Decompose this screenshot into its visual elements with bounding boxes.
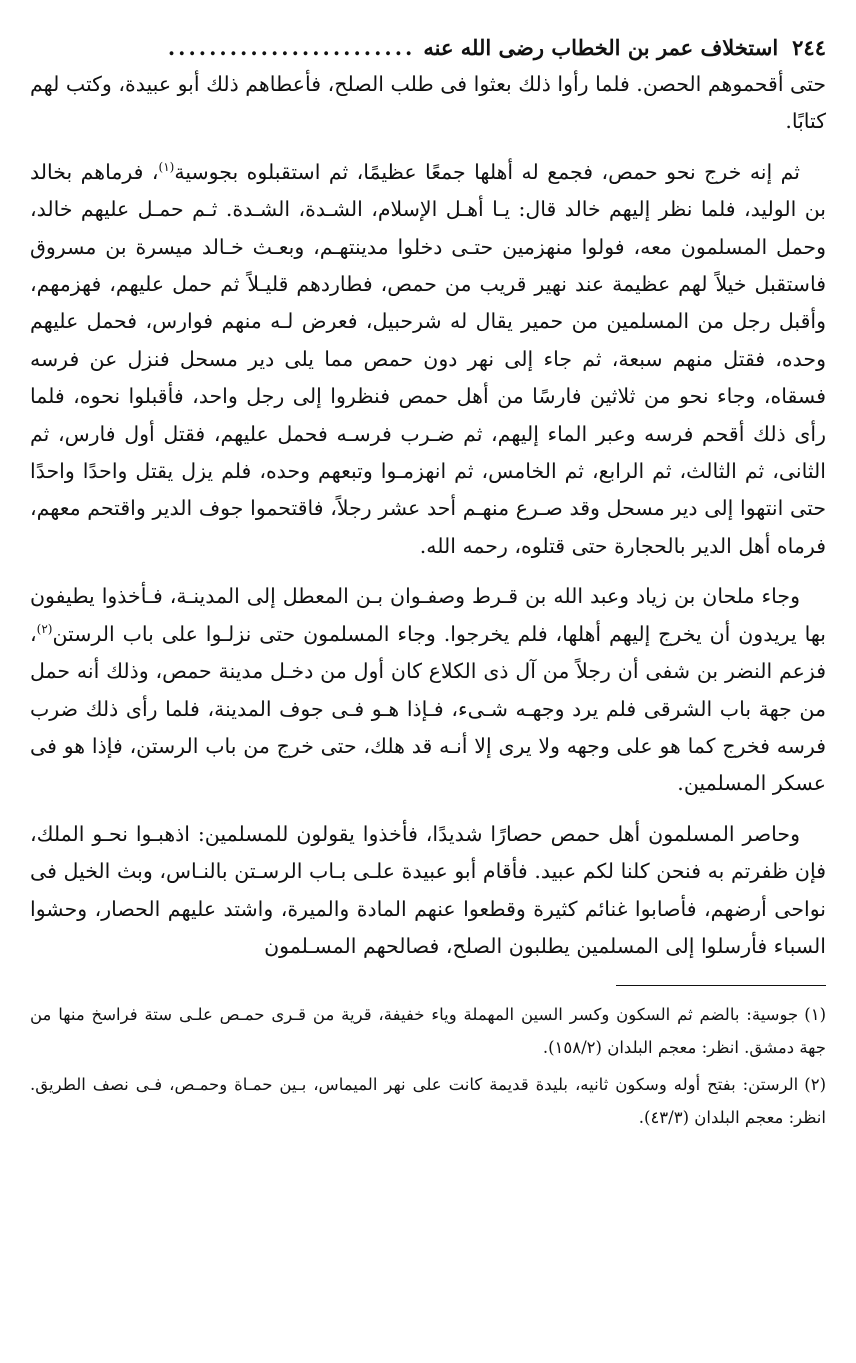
footnote-number: (٢) — [804, 1075, 826, 1095]
footnote-text: جوسية: بالضم ثم السكون وكسر السين المهملة وياء خفيفة، قرية من قـرى حمـص علـى ستة فراسخ منها من جهة دمشق. انظر: معجم البلدان (١٥٨/٢). — [30, 1005, 826, 1058]
header-leader-dots: ........................ — [167, 35, 416, 60]
paragraph-text: ، فرماهم بخالد بن الوليد، فلما نظر إليهم خالد قال: يـا أهـل الإسلام، الشـدة، الشـدة. ثـم حمـل عليهم خالد، وحمل المسلمون معه، فولوا منهزمين حتـى دخلوا مدينتهـم، وبعـث خـالد ميسرة بن مسروق فاستقبل خيلاً لهم عظيمة عند نهير قريب من حمص، فطاردهم قليـلاً ثم حمل عليهم، فهزمهم، وأقبل رجل من المسلمين من حمير يقال له شرحبيل، فعرض لـه منهم فوارس، فحمل عليهم وحده، فقتل منهم سبعة، ثم جاء إلى نهر دون حمص مما يلى دير مسحل فنزل عن فرسه فسقاه، وجاء نحو من ثلاثين فارسًا من أهل حمص فنظروا إلى رجل واحد، فأقبلوا نحوه، فلما رأى ذلك أقحم فرسه وعبر الماء إليهم، ثم ضـرب فرسـه فحمل عليهم، فقتل أول فارس، ثم الثانى، ثم الثالث، ثم الرابع، ثم الخامس، ثم انهزمـوا وتبعهم وحده، فلم يزل يقتل واحدًا واحدًا حتى انتهوا إلى دير مسحل وقد صـرع منهـم أحد عشر رجلاً، فاقتحموا جوف الدير واقتحم معهم، فرماه أهل الدير بالحجارة حتى قتلوه، رحمه الله. — [30, 159, 826, 558]
footnote-reference-1[interactable]: (١) — [158, 159, 175, 174]
footnote-1 — [30, 998, 826, 1064]
paragraph-4 — [30, 816, 826, 966]
footnote-separator — [30, 985, 826, 986]
footnotes — [30, 998, 826, 1134]
body-text — [30, 66, 826, 965]
paragraph-1 — [30, 66, 826, 141]
book-page — [30, 30, 826, 1335]
paragraph-3 — [30, 578, 826, 802]
page-number: ٢٤٤ — [792, 35, 826, 60]
footnote-number: (١) — [804, 1005, 826, 1025]
paragraph-text: ثم إنه خرج نحو حمص، فجمع له أهلها جمعًا عظيمًا، ثم استقبلوه بجوسية — [174, 159, 800, 184]
paragraph-text: ، فزعم النضر بن شفى أن رجلاً من آل ذى الكلاع كان أول من دخـل مدينة حمص، وذلك أنه حمل من جهة باب الشرقى فلم يرد وجهـه شـىء، فـإذا هـو فـى جوف المدينة، فلما رأى ذلك ضرب فرسه فخرج كما هو على وجهه ولا يرى إلا أنـه قد هلك، حتى خرج من باب الرستن، فإذا هو فى عسكر المسلمين. — [30, 621, 826, 796]
footnote-2 — [30, 1068, 826, 1134]
running-header — [30, 30, 826, 66]
chapter-title: استخلاف عمر بن الخطاب رضى الله عنه — [423, 35, 779, 60]
paragraph-text: وحاصر المسلمون أهل حمص حصارًا شديدًا، فأخذوا يقولون للمسلمين: اذهبـوا نحـو الملك، فإن ظفرتم به فنحن كلنا لكم عبيد. فأقام أبو عبيدة علـى بـاب الرسـتن بالنـاس، وبث الخيل فى نواحى أرضهم، فأصابوا غنائم كثيرة وقطعوا عنهم المادة والميرة، واشتد عليهم الحصار، وحشوا السباء فأرسلوا إلى المسلمين يطلبون الصلح، فصالحهم المسـلمون — [30, 821, 826, 958]
footnote-reference-2[interactable]: (٢) — [36, 621, 53, 636]
paragraph-text: حتى أقحموهم الحصن. فلما رأوا ذلك بعثوا فى طلب الصلح، فأعطاهم ذلك أبو عبيدة، وكتب لهم كتابًا. — [30, 72, 826, 134]
paragraph-2 — [30, 154, 826, 565]
footnote-rule — [616, 985, 826, 986]
paragraph-text: وجاء ملحان بن زياد وعبد الله بن قـرط وصفـوان بـن المعطل إلى المدينـة، فـأخذوا يطيفون بها يريدون أن يخرج إليهم أهلها، فلم يخرجوا. وجاء المسلمون حتى نزلـوا على باب الرستن — [30, 584, 826, 646]
footnote-text: الرستن: بفتح أوله وسكون ثانيه، بليدة قديمة كانت على نهر الميماس، بـين حمـاة وحمـص، فـى نصف الطريق. انظر: معجم البلدان (٤٣/٣). — [30, 1075, 826, 1128]
